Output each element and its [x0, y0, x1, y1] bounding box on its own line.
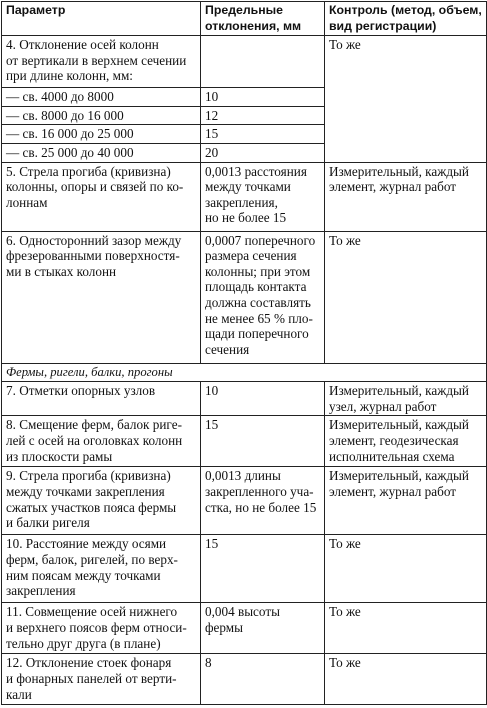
- row4-sub2-param: — св. 8000 до 16 000: [2, 106, 201, 125]
- header-control: Контроль (метод, объем, вид регистрации): [325, 2, 487, 36]
- row9-control: Измерительный, каждый элемент, журнал работ: [325, 467, 487, 535]
- row4-sub1-value: 10: [201, 88, 325, 107]
- row6-control: То же: [325, 231, 487, 363]
- table-row: [2, 654, 487, 705]
- table-row: [2, 535, 487, 603]
- row11-param: 11. Совмещение осей нижнего и верхнего поясов ферм относи- тельно друг друга (в плане): [2, 603, 201, 654]
- table-row: [2, 467, 487, 535]
- table-row: [2, 416, 487, 467]
- row4-param: 4. Отклонение осей колонн от вертикали в верхнем сечении при длине колонн, мм:: [2, 36, 201, 88]
- table-row: [2, 231, 487, 363]
- row4-sub2-value: 12: [201, 106, 325, 125]
- row5-control: Измерительный, каждый элемент, журнал работ: [325, 162, 487, 231]
- row4-sub4-value: 20: [201, 143, 325, 162]
- row8-control: Измерительный, каждый элемент, геодезическая исполнительная схема: [325, 416, 487, 467]
- row12-param: 12. Отклонение стоек фонаря и фонарных панелей от верти- кали: [2, 654, 201, 705]
- header-param: Параметр: [2, 2, 201, 36]
- row7-param: 7. Отметки опорных узлов: [2, 382, 201, 416]
- table-row: [2, 162, 487, 231]
- section-title: Фермы, ригели, балки, прогоны: [2, 363, 487, 382]
- row4-deviation-empty: [201, 36, 325, 88]
- row4-control: То же: [325, 36, 487, 162]
- row4-sub3-value: 15: [201, 125, 325, 144]
- row8-deviation: 15: [201, 416, 325, 467]
- table-row: [2, 603, 487, 654]
- table-row: [2, 36, 487, 88]
- section-row: [2, 363, 487, 382]
- row6-param: 6. Односторонний зазор между фрезерованными поверхностя- ми в стыках колонн: [2, 231, 201, 363]
- row5-deviation: 0,0013 расстояния между точками закрепления, но не более 15: [201, 162, 325, 231]
- row10-control: То же: [325, 535, 487, 603]
- row4-sub4-param: — св. 25 000 до 40 000: [2, 143, 201, 162]
- row9-deviation: 0,0013 длины закрепленного уча- стка, но не более 15: [201, 467, 325, 535]
- row4-sub1-param: — св. 4000 до 8000: [2, 88, 201, 107]
- table-row: [2, 382, 487, 416]
- row10-param: 10. Расстояние между осями ферм, балок, ригелей, по верх- ним поясам между точками закрепления: [2, 535, 201, 603]
- row4-sub3-param: — св. 16 000 до 25 000: [2, 125, 201, 144]
- row12-deviation: 8: [201, 654, 325, 705]
- header-deviation: Предельные отклонения, мм: [201, 2, 325, 36]
- row9-param: 9. Стрела прогиба (кривизна) между точками закрепления сжатых участков пояса фермы и балки ригеля: [2, 467, 201, 535]
- row8-param: 8. Смещение ферм, балок ригe- лей с осей на оголовках колонн из плоскости рамы: [2, 416, 201, 467]
- row7-deviation: 10: [201, 382, 325, 416]
- row5-param: 5. Стрела прогиба (кривизна) колонны, опоры и связей по ко- лоннам: [2, 162, 201, 231]
- header-row: [2, 2, 487, 36]
- row6-deviation: 0,0007 поперечного размера сечения колонны; при этом площадь контакта должна составлять не менее 65 % пло- щади поперечного сечения: [201, 231, 325, 363]
- row11-control: То же: [325, 603, 487, 654]
- tolerance-table: [1, 1, 487, 705]
- row10-deviation: 15: [201, 535, 325, 603]
- row7-control: Измерительный, каждый узел, журнал работ: [325, 382, 487, 416]
- row12-control: То же: [325, 654, 487, 705]
- row11-deviation: 0,004 высоты фермы: [201, 603, 325, 654]
